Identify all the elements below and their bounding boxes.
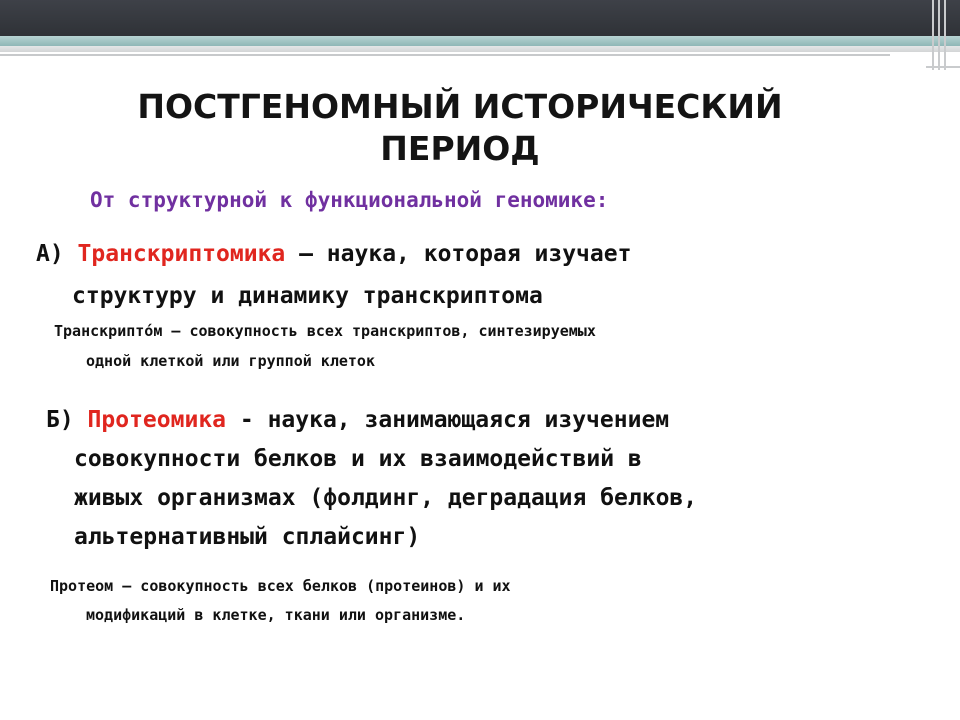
transcriptome-note-line2: одной клеткой или группой клеток xyxy=(86,352,375,370)
header-bar xyxy=(0,0,960,36)
slide-title-line1: ПОСТГЕНОМНЫЙ ИСТОРИЧЕСКИЙ xyxy=(137,87,783,126)
header-accent-line xyxy=(0,54,890,56)
section-b-heading xyxy=(46,401,697,440)
transcriptome-note-line1: Транскрипто́м — совокупность всех транскриптов, синтезируемых xyxy=(54,322,596,340)
proteome-note-line2: модификаций в клетке, ткани или организме. xyxy=(86,606,466,624)
section-b-line3: живых организмах (фолдинг, деградация белков, xyxy=(74,485,698,511)
section-a-definition-end: структуру и динамику транскриптома xyxy=(72,283,543,309)
proteome-note-line1: Протеом — совокупность всех белков (протеинов) и их xyxy=(50,577,511,595)
section-a-definition-start: – наука, которая изучает xyxy=(285,241,632,267)
header-teal-stripe xyxy=(0,36,960,46)
slide-title-line2: ПЕРИОД xyxy=(380,129,540,168)
section-b-term: Протеомика xyxy=(87,407,227,433)
section-a-heading xyxy=(36,241,631,267)
slide-subtitle: От структурной к функциональной геномике: xyxy=(90,188,609,212)
section-b-line4: альтернативный сплайсинг) xyxy=(74,524,421,550)
section-b-block xyxy=(46,401,697,557)
corner-decoration xyxy=(926,0,960,70)
section-b-prefix: Б) xyxy=(46,407,88,433)
section-b-line2: совокупности белков и их взаимодействий в xyxy=(74,446,642,472)
slide-title xyxy=(100,86,820,170)
section-a-prefix: А) xyxy=(36,241,78,267)
header-gray-stripe xyxy=(0,46,960,52)
section-b-definition-start: - наука, занимающаяся изучением xyxy=(226,407,670,433)
section-a-term: Транскриптомика xyxy=(77,241,286,267)
